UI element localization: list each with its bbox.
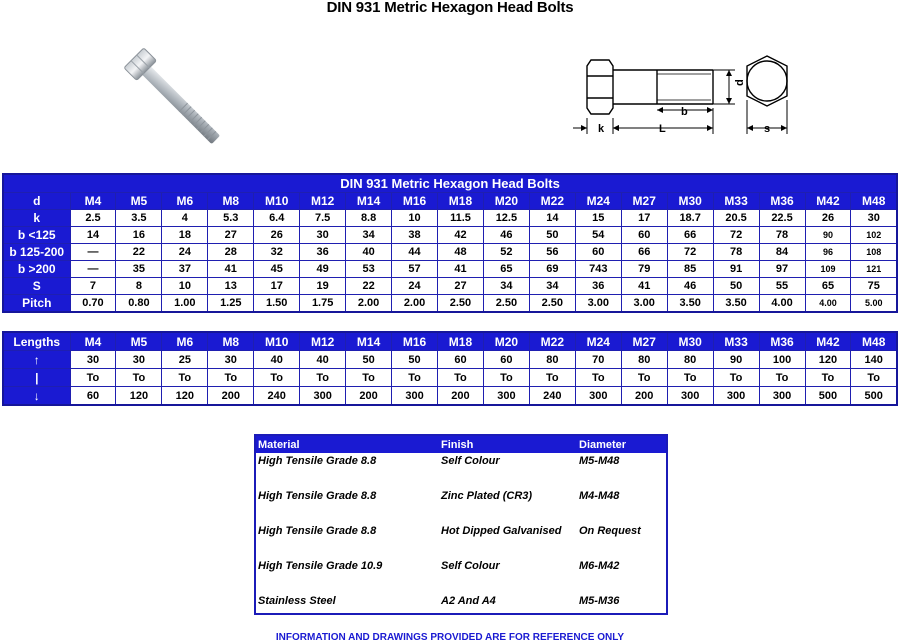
- table-cell: 5.00: [851, 295, 897, 313]
- table-cell: 49: [300, 261, 346, 278]
- diameter-cell: M5-M36: [579, 595, 620, 607]
- table-cell: 30: [70, 351, 116, 369]
- materials-table: [254, 434, 668, 615]
- row-label: b <125: [3, 227, 70, 244]
- table-cell: 14: [529, 210, 575, 227]
- table-cell: 4: [162, 210, 208, 227]
- table-cell: 60: [575, 244, 621, 261]
- table-cell: 7.5: [300, 210, 346, 227]
- table-row: [255, 557, 667, 592]
- table-cell: 3.5: [116, 210, 162, 227]
- table-cell: To: [438, 369, 484, 387]
- table-cell: 121: [851, 261, 897, 278]
- diameter-cell: On Request: [579, 525, 641, 537]
- table-cell: 200: [621, 387, 667, 406]
- table-cell: 50: [392, 351, 438, 369]
- table-cell: 45: [254, 261, 300, 278]
- size-header: M6: [162, 193, 208, 210]
- table-cell: 200: [438, 387, 484, 406]
- table-cell: 30: [208, 351, 254, 369]
- table-cell: 300: [667, 387, 713, 406]
- table-cell: 46: [667, 278, 713, 295]
- table-cell: 40: [346, 244, 392, 261]
- size-header: M24: [575, 332, 621, 351]
- table-cell: 80: [621, 351, 667, 369]
- table-cell: 2.50: [483, 295, 529, 313]
- table-cell: 28: [208, 244, 254, 261]
- size-header: M30: [667, 332, 713, 351]
- table-cell: 60: [70, 387, 116, 406]
- table-cell: 140: [851, 351, 897, 369]
- table-row: [3, 261, 897, 278]
- size-header: M42: [805, 193, 851, 210]
- size-header: M18: [438, 332, 484, 351]
- table-cell: 66: [621, 244, 667, 261]
- table-cell: 2.5: [70, 210, 116, 227]
- table-cell: 38: [392, 227, 438, 244]
- dim-d-label: d: [734, 79, 746, 86]
- table-cell: 12.5: [483, 210, 529, 227]
- table-cell: 65: [483, 261, 529, 278]
- table-cell: —: [70, 261, 116, 278]
- table-cell: 40: [300, 351, 346, 369]
- size-header: M6: [162, 332, 208, 351]
- table-cell: 17: [254, 278, 300, 295]
- table-row: [3, 369, 897, 387]
- table-cell: 72: [713, 227, 759, 244]
- table-cell: 46: [483, 227, 529, 244]
- table-cell: 200: [208, 387, 254, 406]
- table-cell: 2.50: [529, 295, 575, 313]
- table-cell: 24: [162, 244, 208, 261]
- size-header: M5: [116, 332, 162, 351]
- table-cell: 65: [805, 278, 851, 295]
- finish-cell: A2 And A4: [441, 595, 496, 607]
- table-cell: 14: [70, 227, 116, 244]
- table-cell: 80: [529, 351, 575, 369]
- table-cell: 13: [208, 278, 254, 295]
- bolt-photo: [118, 44, 238, 148]
- table-cell: 41: [438, 261, 484, 278]
- table-cell: 52: [483, 244, 529, 261]
- material-cell: Stainless Steel: [258, 595, 336, 607]
- table-cell: 60: [438, 351, 484, 369]
- table-cell: 6.4: [254, 210, 300, 227]
- table-cell: 91: [713, 261, 759, 278]
- table-cell: 30: [851, 210, 897, 227]
- dim-L-label: L: [659, 123, 666, 135]
- size-header: M20: [483, 332, 529, 351]
- table-cell: 53: [346, 261, 392, 278]
- diameter-cell: M4-M48: [579, 490, 620, 502]
- table-cell: 500: [805, 387, 851, 406]
- size-header: M16: [392, 332, 438, 351]
- table-cell: 22: [116, 244, 162, 261]
- table-cell: 18.7: [667, 210, 713, 227]
- table-cell: 20.5: [713, 210, 759, 227]
- size-header: M48: [851, 332, 897, 351]
- table-cell: 50: [529, 227, 575, 244]
- table-cell: 66: [667, 227, 713, 244]
- size-header: M22: [529, 332, 575, 351]
- materials-header-finish: Finish: [439, 435, 577, 453]
- table-cell: 15: [575, 210, 621, 227]
- dim-b-label: b: [681, 106, 688, 118]
- table-row: [3, 227, 897, 244]
- table-cell: 743: [575, 261, 621, 278]
- table-row: [255, 592, 667, 614]
- page-title: DIN 931 Metric Hexagon Head Bolts: [326, 0, 574, 16]
- diameter-cell: M6-M42: [579, 560, 620, 572]
- bolt-technical-drawing: [565, 48, 805, 140]
- row-label: ↑: [3, 351, 70, 369]
- table-cell: 32: [254, 244, 300, 261]
- size-header: M4: [70, 193, 116, 210]
- table-cell: 55: [759, 278, 805, 295]
- table-cell: 102: [851, 227, 897, 244]
- table-cell: 96: [805, 244, 851, 261]
- table-cell: 78: [713, 244, 759, 261]
- size-header: M36: [759, 332, 805, 351]
- table-cell: To: [254, 369, 300, 387]
- table-cell: 22: [346, 278, 392, 295]
- finish-cell: Zinc Plated (CR3): [441, 490, 533, 502]
- table-cell: 8.8: [346, 210, 392, 227]
- material-cell: High Tensile Grade 10.9: [258, 560, 383, 572]
- materials-header-row: [255, 435, 667, 453]
- dimensions-table: [2, 173, 898, 313]
- finish-cell: Self Colour: [441, 560, 500, 572]
- table-cell: 26: [805, 210, 851, 227]
- material-cell: High Tensile Grade 8.8: [258, 490, 377, 502]
- table-cell: 300: [483, 387, 529, 406]
- table-cell: 34: [346, 227, 392, 244]
- table-cell: 48: [438, 244, 484, 261]
- row-label: b 125-200: [3, 244, 70, 261]
- row-label: S: [3, 278, 70, 295]
- table-cell: 40: [254, 351, 300, 369]
- table-cell: 44: [392, 244, 438, 261]
- table-cell: To: [759, 369, 805, 387]
- size-header: M14: [346, 193, 392, 210]
- table-cell: To: [346, 369, 392, 387]
- table-cell: 69: [529, 261, 575, 278]
- size-header: M27: [621, 193, 667, 210]
- table-cell: To: [713, 369, 759, 387]
- table-cell: 17: [621, 210, 667, 227]
- table-cell: To: [667, 369, 713, 387]
- table-caption: DIN 931 Metric Hexagon Head Bolts: [3, 174, 897, 193]
- table-cell: 30: [116, 351, 162, 369]
- row-label: ↓: [3, 387, 70, 406]
- table-cell: 27: [438, 278, 484, 295]
- table-row: [255, 487, 667, 522]
- table-row: [255, 522, 667, 557]
- table-cell: 108: [851, 244, 897, 261]
- row-header-label: Lengths: [3, 332, 70, 351]
- table-cell: To: [392, 369, 438, 387]
- table-cell: 1.75: [300, 295, 346, 313]
- table-cell: 50: [346, 351, 392, 369]
- table-cell: 90: [805, 227, 851, 244]
- materials-header-diameter: Diameter: [577, 435, 667, 453]
- table-cell: 60: [483, 351, 529, 369]
- table-cell: 41: [208, 261, 254, 278]
- table-cell: 56: [529, 244, 575, 261]
- table-cell: To: [529, 369, 575, 387]
- table-cell: 300: [300, 387, 346, 406]
- size-header: M48: [851, 193, 897, 210]
- table-cell: —: [70, 244, 116, 261]
- table-cell: 1.00: [162, 295, 208, 313]
- table-cell: 60: [621, 227, 667, 244]
- finish-cell: Hot Dipped Galvanised: [441, 525, 562, 537]
- table-header-row: [3, 332, 897, 351]
- size-header: M5: [116, 193, 162, 210]
- table-cell: 42: [438, 227, 484, 244]
- table-cell: 22.5: [759, 210, 805, 227]
- table-cell: 120: [116, 387, 162, 406]
- size-header: M14: [346, 332, 392, 351]
- size-header: M18: [438, 193, 484, 210]
- table-cell: To: [851, 369, 897, 387]
- table-cell: 57: [392, 261, 438, 278]
- table-cell: 54: [575, 227, 621, 244]
- table-cell: 120: [805, 351, 851, 369]
- row-header-label: d: [3, 193, 70, 210]
- diameter-cell: M5-M48: [579, 455, 620, 467]
- table-cell: 37: [162, 261, 208, 278]
- table-cell: 36: [575, 278, 621, 295]
- table-row: [3, 244, 897, 261]
- table-row: [3, 210, 897, 227]
- table-cell: 120: [162, 387, 208, 406]
- table-cell: 4.00: [759, 295, 805, 313]
- table-cell: 35: [116, 261, 162, 278]
- table-cell: 300: [392, 387, 438, 406]
- table-cell: To: [483, 369, 529, 387]
- table-cell: 300: [759, 387, 805, 406]
- materials-header-material: Material: [255, 435, 439, 453]
- size-header: M33: [713, 193, 759, 210]
- table-cell: 30: [300, 227, 346, 244]
- table-cell: 10: [162, 278, 208, 295]
- table-cell: 300: [713, 387, 759, 406]
- lengths-table: [2, 331, 898, 406]
- row-label: b >200: [3, 261, 70, 278]
- table-cell: 19: [300, 278, 346, 295]
- table-cell: 2.00: [346, 295, 392, 313]
- table-cell: 100: [759, 351, 805, 369]
- table-cell: 240: [254, 387, 300, 406]
- size-header: M42: [805, 332, 851, 351]
- table-cell: 79: [621, 261, 667, 278]
- row-label: |: [3, 369, 70, 387]
- table-cell: 36: [300, 244, 346, 261]
- table-cell: 2.00: [392, 295, 438, 313]
- table-cell: 50: [713, 278, 759, 295]
- table-cell: 3.00: [575, 295, 621, 313]
- table-cell: 0.70: [70, 295, 116, 313]
- table-cell: 8: [116, 278, 162, 295]
- table-row: [3, 295, 897, 313]
- table-cell: To: [575, 369, 621, 387]
- table-cell: 109: [805, 261, 851, 278]
- table-cell: To: [70, 369, 116, 387]
- table-cell: 4.00: [805, 295, 851, 313]
- table-cell: 70: [575, 351, 621, 369]
- table-cell: To: [162, 369, 208, 387]
- table-cell: 240: [529, 387, 575, 406]
- table-cell: 24: [392, 278, 438, 295]
- table-cell: 90: [713, 351, 759, 369]
- row-label: k: [3, 210, 70, 227]
- table-cell: 80: [667, 351, 713, 369]
- table-cell: 25: [162, 351, 208, 369]
- size-header: M10: [254, 332, 300, 351]
- table-cell: 85: [667, 261, 713, 278]
- material-cell: High Tensile Grade 8.8: [258, 525, 377, 537]
- table-cell: 34: [529, 278, 575, 295]
- table-cell: 11.5: [438, 210, 484, 227]
- table-cell: 72: [667, 244, 713, 261]
- table-cell: 27: [208, 227, 254, 244]
- table-cell: 26: [254, 227, 300, 244]
- table-cell: 41: [621, 278, 667, 295]
- table-row: [3, 278, 897, 295]
- table-cell: 75: [851, 278, 897, 295]
- table-row: [3, 351, 897, 369]
- size-header: M22: [529, 193, 575, 210]
- table-cell: 78: [759, 227, 805, 244]
- table-row: [3, 387, 897, 406]
- size-header: M8: [208, 332, 254, 351]
- table-cell: 200: [346, 387, 392, 406]
- table-cell: 3.00: [621, 295, 667, 313]
- table-cell: To: [621, 369, 667, 387]
- size-header: M12: [300, 332, 346, 351]
- size-header: M24: [575, 193, 621, 210]
- table-cell: To: [208, 369, 254, 387]
- table-row: [255, 453, 667, 487]
- size-header: M20: [483, 193, 529, 210]
- table-cell: 18: [162, 227, 208, 244]
- dim-s-label: s: [764, 123, 771, 135]
- size-header: M16: [392, 193, 438, 210]
- size-header: M33: [713, 332, 759, 351]
- table-cell: 300: [575, 387, 621, 406]
- table-cell: 3.50: [667, 295, 713, 313]
- table-cell: 3.50: [713, 295, 759, 313]
- table-cell: 34: [483, 278, 529, 295]
- table-cell: 1.25: [208, 295, 254, 313]
- size-header: M27: [621, 332, 667, 351]
- table-cell: 7: [70, 278, 116, 295]
- size-header: M8: [208, 193, 254, 210]
- table-cell: 16: [116, 227, 162, 244]
- table-cell: To: [116, 369, 162, 387]
- table-cell: To: [300, 369, 346, 387]
- size-header: M4: [70, 332, 116, 351]
- material-cell: High Tensile Grade 8.8: [258, 455, 377, 467]
- disclaimer-footer: INFORMATION AND DRAWINGS PROVIDED ARE FOR REFERENCE ONLY: [275, 632, 625, 643]
- table-cell: To: [805, 369, 851, 387]
- size-header: M36: [759, 193, 805, 210]
- table-header-row: [3, 193, 897, 210]
- table-cell: 84: [759, 244, 805, 261]
- size-header: M10: [254, 193, 300, 210]
- table-cell: 5.3: [208, 210, 254, 227]
- row-label: Pitch: [3, 295, 70, 313]
- finish-cell: Self Colour: [441, 455, 500, 467]
- table-cell: 97: [759, 261, 805, 278]
- table-cell: 0.80: [116, 295, 162, 313]
- table-cell: 500: [851, 387, 897, 406]
- table-cell: 10: [392, 210, 438, 227]
- table-caption-row: [3, 174, 897, 193]
- size-header: M12: [300, 193, 346, 210]
- table-cell: 1.50: [254, 295, 300, 313]
- dim-k-label: k: [598, 123, 605, 135]
- size-header: M30: [667, 193, 713, 210]
- table-cell: 2.50: [438, 295, 484, 313]
